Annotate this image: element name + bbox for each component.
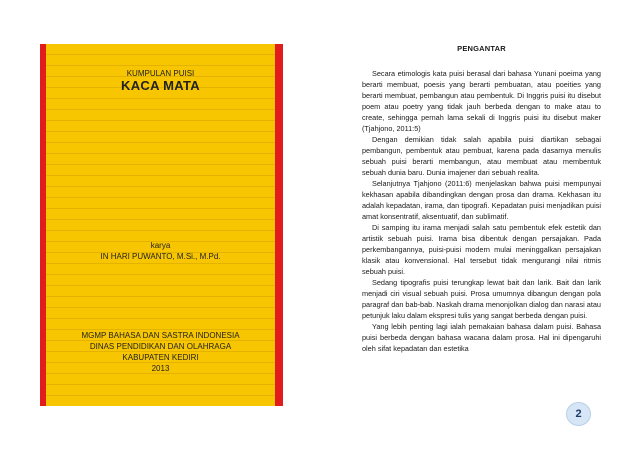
cover-publisher [46,330,275,374]
cover-byline: karya [150,241,171,250]
cover-subtitle: KUMPULAN PUISI [126,69,195,78]
paragraph: Sedang tipografis puisi terungkap lewat bait dan larik. Bait dan larik menjadi ciri visual sebuah puisi. Prosa umumnya dibangun dengan pola paragraf dan bab-bab. Naskah drama menonjolkan dialog dan narasi atau petunjuk laku dalam ekspresi tulis yang sangat berbeda dengan puisi. [362,278,601,320]
paragraph: Selanjutnya Tjahjono (2011:6) menjelaskan bahwa puisi mempunyai kekhasan apabila dibandingkan dengan prosa dan drama. Kekhasan itu adalah kepadatan, irama, dan tipografi. Kepadatan puisi menjadikan puisi amat konsentratif, aksentuatif, dan sublimatif. [362,179,601,221]
page-number-badge: 2 [566,402,591,426]
publisher-line: DINAS PENDIDIKAN DAN OLAHRAGA [89,342,232,351]
publisher-line: KABUPATEN KEDIRI [122,353,199,362]
paragraph: Dengan demikian tidak salah apabila puisi diartikan sebagai pembangun, pembentuk atau pembuat, karena pada dasarnya menulis sebuah puisi berarti membangun, atau membuat atau membentuk sebuah dunia baru. Dunia imajener dari sebuah realita. [362,135,601,177]
cover-author: IN HARI PUWANTO, M.Si., M.Pd. [100,252,221,261]
publisher-line: MGMP BAHASA DAN SASTRA INDONESIA [81,331,240,340]
paragraph: Secara etimologis kata puisi berasal dari bahasa Yunani poeima yang berarti membuat, poesis yang berarti pembuatan, atau poeities yang berarti membuat, pembangun atau pembentuk. Di Inggris puisi itu disebut poem atau poetry yang tidak jauh berbeda dengan to make atau to create, sehingga pernah lama sekali di Inggris puisi itu disebut maker (Tjahjono, 2011:5) [362,69,601,133]
paragraph: Yang lebih penting lagi ialah pemakaian bahasa dalam puisi. Bahasa puisi berbeda dengan bahasa wacana dalam prosa. Hal ini dipengaruhi oleh sifat kepadatan dan estetika [362,322,601,353]
page-heading: PENGANTAR [457,44,506,53]
text-page [362,44,601,354]
book-cover [40,44,283,406]
paragraph: Di samping itu irama menjadi salah satu pembentuk efek estetik dan artistik sebuah puisi. Irama bisa dibentuk dengan persajakan. Pada perkembangannya, puisi-puisi modern mulai meninggalkan persajakan klasik atau konvensional. Hal tersebut tidak mengurangi nilai ritmis sebuah puisi. [362,223,601,276]
cover-panel [46,44,275,406]
publisher-year: 2013 [151,364,170,373]
cover-title: KACA MATA [121,78,200,93]
